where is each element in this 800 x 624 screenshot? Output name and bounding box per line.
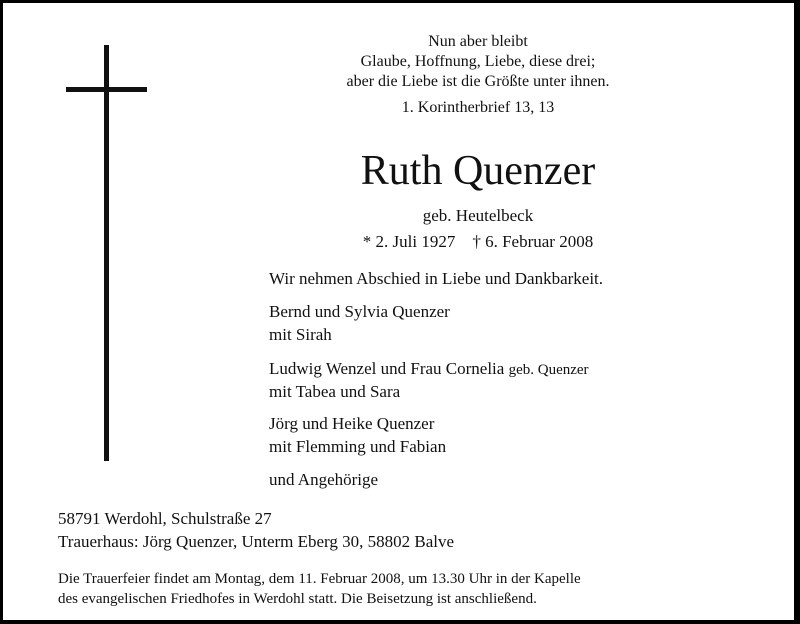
verse-reference: 1. Korintherbrief 13, 13 xyxy=(401,99,555,116)
obituary-card xyxy=(3,3,794,620)
family-3-children: mit Flemming und Fabian xyxy=(269,437,447,456)
family-2-names-main: Ludwig Wenzel und Frau Cornelia xyxy=(269,359,505,378)
family-1-children: mit Sirah xyxy=(269,325,332,344)
verse-line-1: Nun aber bleibt xyxy=(428,33,528,50)
deceased-name: Ruth Quenzer xyxy=(360,148,596,194)
farewell-intro: Wir nehmen Abschied in Liebe und Dankbarkeit. xyxy=(269,269,604,288)
family-1-names: Bernd und Sylvia Quenzer xyxy=(269,302,450,321)
cross-icon xyxy=(104,45,109,461)
family-2-maiden-suffix: geb. Quenzer xyxy=(508,362,589,378)
family-2-children: mit Tabea und Sara xyxy=(269,382,401,401)
funeral-notice-line-1: Die Trauerfeier findet am Montag, dem 11. Februar 2008, um 13.30 Uhr in der Kapelle xyxy=(58,571,581,587)
cross-icon-crossbar xyxy=(66,87,147,92)
verse-line-3: aber die Liebe ist die Größte unter ihnen. xyxy=(346,73,610,90)
life-dates: * 2. Juli 1927 † 6. Februar 2008 xyxy=(362,232,594,251)
relatives-line: und Angehörige xyxy=(269,470,379,489)
verse-line-2: Glaube, Hoffnung, Liebe, diese drei; xyxy=(360,53,596,70)
maiden-name: geb. Heutelbeck xyxy=(422,206,534,225)
family-3-names: Jörg und Heike Quenzer xyxy=(269,414,435,433)
address-line-2: Trauerhaus: Jörg Quenzer, Unterm Eberg 30, 58802 Balve xyxy=(58,532,455,551)
funeral-notice-line-2: des evangelischen Friedhofes in Werdohl statt. Die Beisetzung ist anschließend. xyxy=(58,591,537,607)
address-line-1: 58791 Werdohl, Schulstraße 27 xyxy=(58,509,272,528)
family-2-names xyxy=(269,360,589,378)
